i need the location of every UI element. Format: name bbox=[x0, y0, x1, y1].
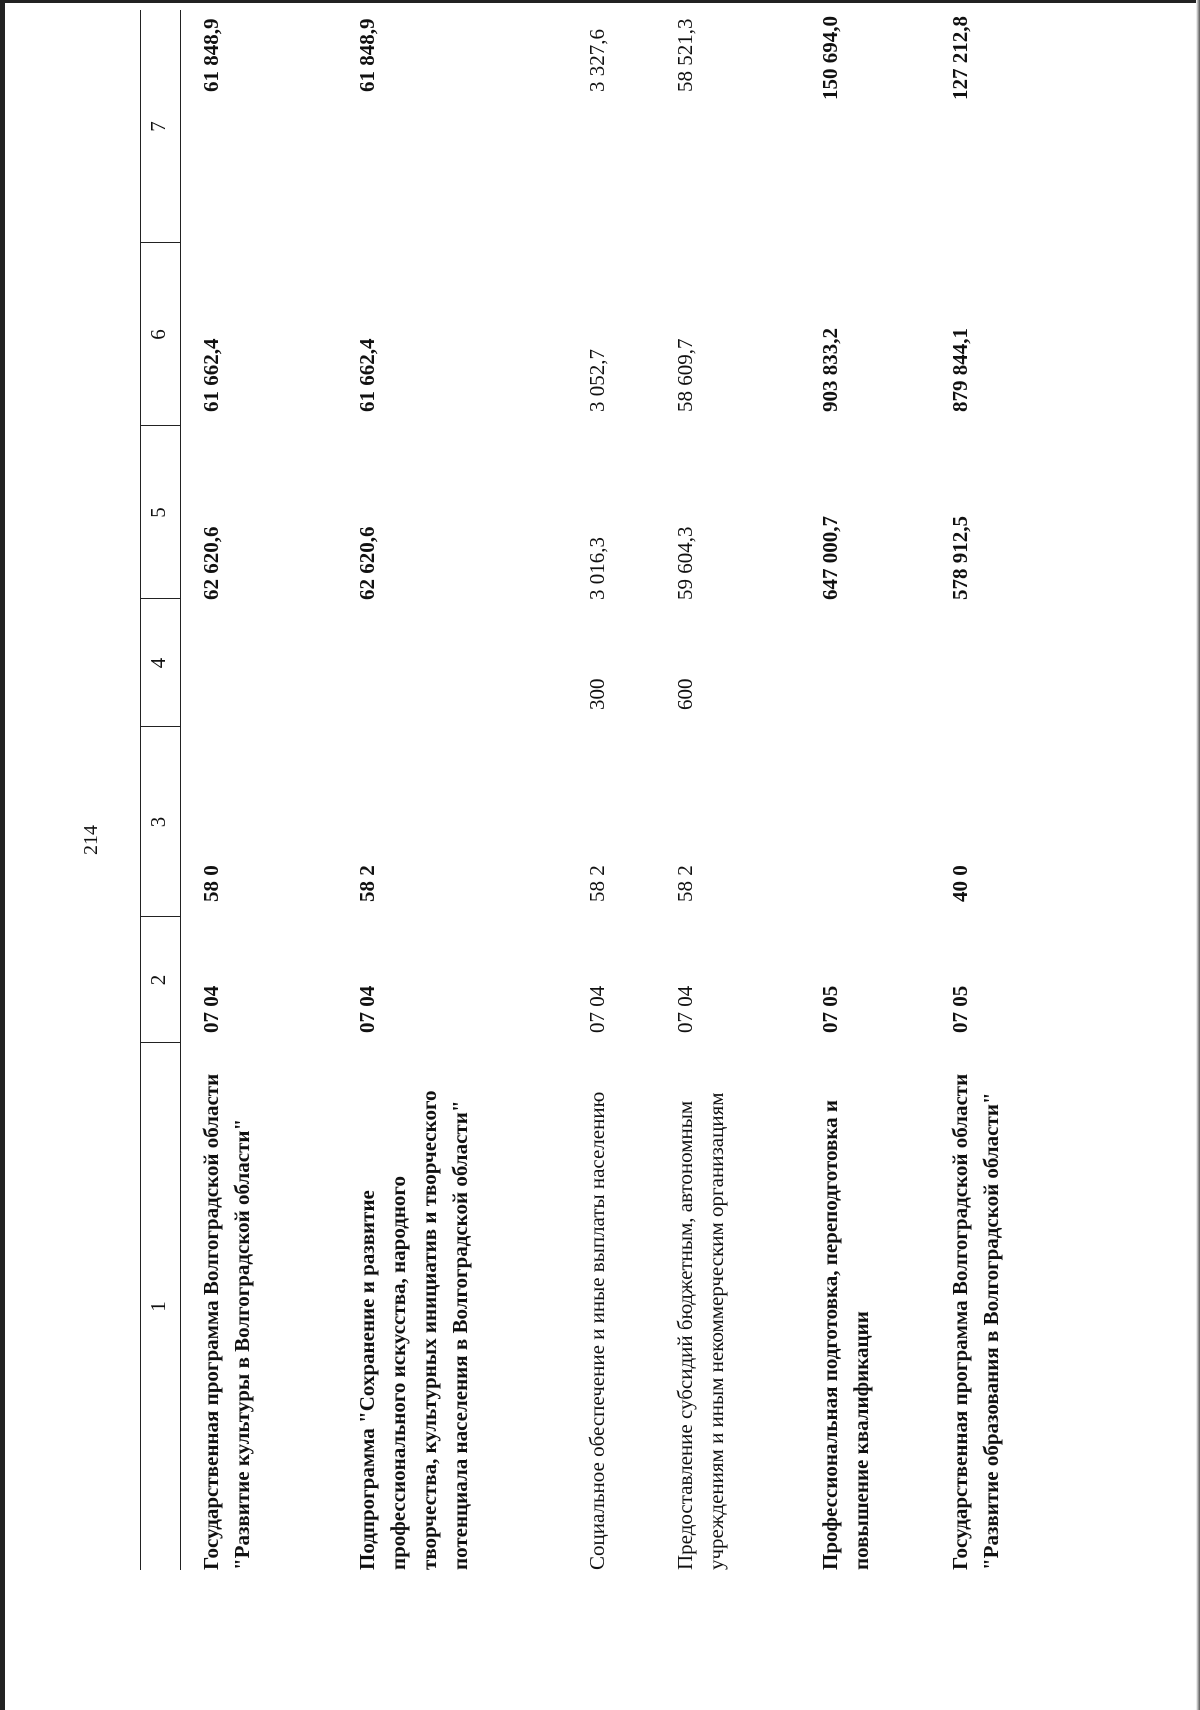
row-3-description: Социальное обеспечение и иные выплаты населению bbox=[585, 1091, 609, 1570]
column-number-1: 1 bbox=[146, 1301, 170, 1312]
row-2-value-7: 61 848,9 bbox=[355, 18, 379, 92]
column-number-5: 5 bbox=[146, 507, 170, 518]
row-4-value-5: 59 604,3 bbox=[673, 526, 697, 600]
row-2-section: 07 04 bbox=[355, 985, 379, 1033]
row-3-value-5: 3 016,3 bbox=[585, 537, 609, 600]
row-5-value-5: 647 000,7 bbox=[818, 516, 842, 600]
row-2-description: Подпрограмма "Сохранение и развитие профессионального искусства, народного творчества, культурных инициатив и творческого потенциала населения в Волгоградской области" bbox=[355, 1090, 472, 1570]
row-6-description: Государственная программа Волгоградской области "Развитие образования в Волгоградской области" bbox=[948, 1073, 1003, 1570]
row-3-value-6: 3 052,7 bbox=[585, 349, 609, 412]
column-number-4: 4 bbox=[146, 657, 170, 669]
row-3-value-7: 3 327,6 bbox=[585, 29, 609, 92]
header-top-rule bbox=[140, 10, 141, 1570]
row-5-section: 07 05 bbox=[818, 985, 842, 1033]
row-6-target: 40 0 bbox=[948, 865, 972, 902]
row-4-value-7: 58 521,3 bbox=[673, 18, 697, 92]
row-6-value-5: 578 912,5 bbox=[948, 516, 972, 600]
row-6-value-7: 127 212,8 bbox=[948, 16, 972, 100]
row-5-value-7: 150 694,0 bbox=[818, 16, 842, 100]
row-6-value-6: 879 844,1 bbox=[948, 328, 972, 412]
row-4-target: 58 2 bbox=[673, 865, 697, 902]
row-2-value-5: 62 620,6 bbox=[355, 526, 379, 600]
row-4-type: 600 bbox=[673, 678, 697, 710]
row-1-section: 07 04 bbox=[199, 985, 223, 1033]
row-1-value-6: 61 662,4 bbox=[199, 338, 223, 412]
header-bottom-rule bbox=[180, 10, 181, 1570]
row-3-type: 300 bbox=[585, 678, 609, 710]
row-5-description: Профессиональная подготовка, переподготовка и повышение квалификации bbox=[818, 1100, 873, 1570]
row-1-description: Государственная программа Волгоградской области "Развитие культуры в Волгоградской области" bbox=[199, 1073, 254, 1570]
row-1-value-7: 61 848,9 bbox=[199, 18, 223, 92]
row-1-value-5: 62 620,6 bbox=[199, 526, 223, 600]
row-2-target: 58 2 bbox=[355, 865, 379, 902]
row-4-value-6: 58 609,7 bbox=[673, 338, 697, 412]
column-number-2: 2 bbox=[146, 974, 170, 986]
column-number-3: 3 bbox=[146, 816, 170, 828]
column-number-7: 7 bbox=[146, 121, 170, 132]
row-6-section: 07 05 bbox=[948, 985, 972, 1033]
row-1-target: 58 0 bbox=[199, 865, 223, 902]
row-3-target: 58 2 bbox=[585, 865, 609, 902]
row-4-section: 07 04 bbox=[673, 985, 697, 1033]
row-4-description: Предоставление субсидий бюджетным, автономным учреждениям и иным некоммерческим организациям bbox=[673, 1092, 728, 1570]
row-2-value-6: 61 662,4 bbox=[355, 338, 379, 412]
column-number-6: 6 bbox=[146, 329, 170, 340]
page-number: 214 bbox=[80, 825, 102, 855]
row-3-section: 07 04 bbox=[585, 985, 609, 1033]
row-5-value-6: 903 833,2 bbox=[818, 328, 842, 412]
